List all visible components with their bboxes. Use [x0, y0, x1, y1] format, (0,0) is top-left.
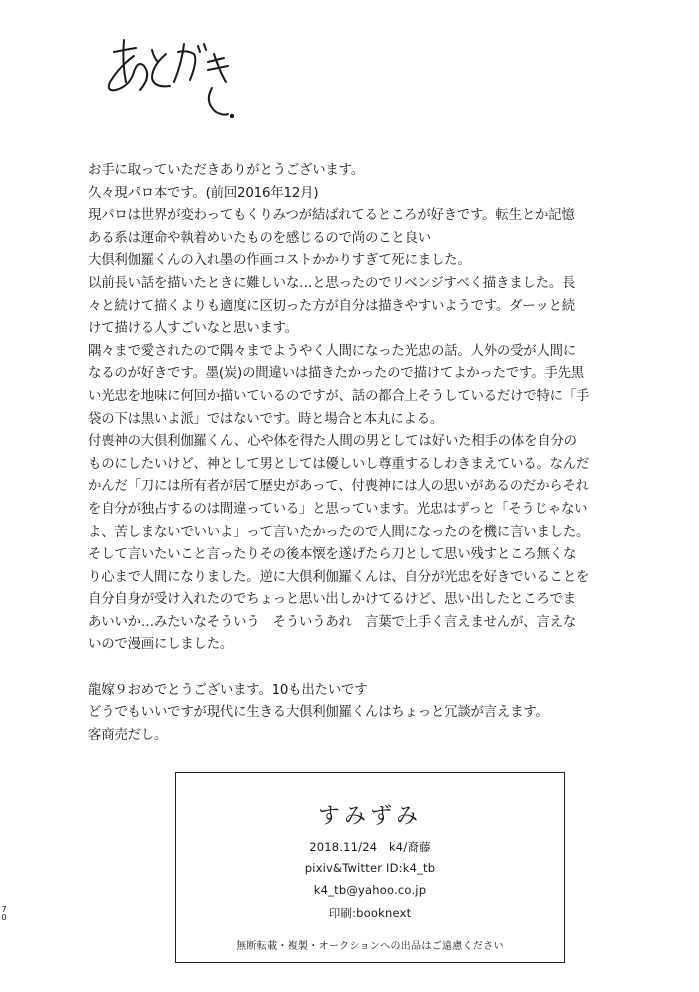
- afterword-body: [88, 160, 648, 747]
- signature-text: [240, 32, 241, 33]
- sns-id: pixiv&Twitter ID:k4_tb: [304, 861, 436, 875]
- body-line: 々と続けて描くよりも適度に区切った方が自分は描きやすいようです。ダーッと続: [88, 298, 575, 314]
- body-line: 大倶利伽羅くんの入れ墨の作画コストかかりすぎて死にました。: [88, 253, 471, 269]
- body-line: そして言いたいこと言ったりその後本懐を遂げたら刀として思い残すところ無くな: [88, 547, 577, 563]
- body-line: かんだ「刀には所有者が居て歴史があって、付喪神には人の思いがあるのだからそれ: [88, 479, 589, 495]
- publish-date-author: 2018.11/24 k4/裔藤: [309, 840, 431, 854]
- afterword-signature: [100, 32, 240, 122]
- copyright-notice: 無断転載・複製・オークションへの出品はご遠慮ください: [236, 941, 504, 952]
- body-line: いので漫画にしました。: [88, 637, 234, 653]
- paragraph-gap: [88, 657, 648, 680]
- body-line: 客商売だし。: [88, 727, 168, 743]
- body-line: 以前長い話を描いたときに難しいな…と思ったのでリベンジすべく描きました。長: [88, 275, 576, 291]
- page-number-digit: 7: [1, 905, 7, 914]
- body-line: なるのが好きです。墨(炭)の間違いは描きたかったので描けてよかったです。手先黒: [88, 366, 584, 382]
- body-line: お手に取っていただきありがとうございます。: [88, 163, 364, 178]
- body-line: 龍嫁９おめでとうございます。10も出たいです: [88, 682, 368, 698]
- body-line: ある系は運命や執着めいたものを感じるので尚のこと良い: [88, 230, 431, 246]
- body-line: 自分自身が受け入れたのでちょっと思い出しかけてるけど、思い出したところでま: [88, 592, 576, 608]
- printer-info: 印刷:booknext: [328, 906, 412, 920]
- body-line: り心まで人間になりました。逆に大倶利伽羅くんは、自分が光忠を好きでいることを: [88, 569, 590, 585]
- body-line: ものにしたいけど、神として男としては優しいし尊重するしわきまえている。なんだ: [88, 456, 590, 472]
- body-line: あいいか…みたいなそういう そういうあれ 言葉で上手く言えませんが、言えな: [88, 614, 577, 630]
- page-number-digit: 0: [1, 913, 7, 922]
- colophon-box: [175, 772, 565, 963]
- body-line: を自分が独占するのは間違っている」と思っています。光忠はずっと「そうじゃない: [88, 501, 588, 517]
- contact-email: k4_tb@yahoo.co.jp: [313, 883, 427, 897]
- page-number: [0, 906, 8, 922]
- body-line: 隅々まで愛されたので隅々までようやく人間になった光忠の話。人外の受が人間に: [88, 343, 577, 359]
- body-line: 現パロは世界が変わってもくりみつが結ばれてるところが好きです。転生とか記憶: [88, 208, 575, 224]
- body-line: けて描ける人すごいなと思います。: [88, 321, 298, 337]
- body-line: 袋の下は黒いよ派」ではないです。時と場合と本丸による。: [88, 411, 444, 427]
- body-line: よ、苦しまないでいいよ」って言いたかったので人間になったのを機に言いました。: [88, 524, 590, 540]
- handwritten-heading-icon: [100, 32, 240, 122]
- book-title: すみずみ: [317, 804, 422, 829]
- body-line: どうでもいいですが現代に生きる大倶利伽羅くんはちょっと冗談が言えます。: [88, 705, 549, 721]
- body-line: 付喪神の大倶利伽羅くん、心や体を得た人間の男としては好いた相手の体を自分の: [88, 434, 577, 450]
- body-line: 久々現パロ本です。(前回2016年12月): [88, 185, 319, 201]
- body-line: い光忠を地味に何回か描いているのですが、話の都合上そうしているだけで特に「手: [88, 388, 590, 404]
